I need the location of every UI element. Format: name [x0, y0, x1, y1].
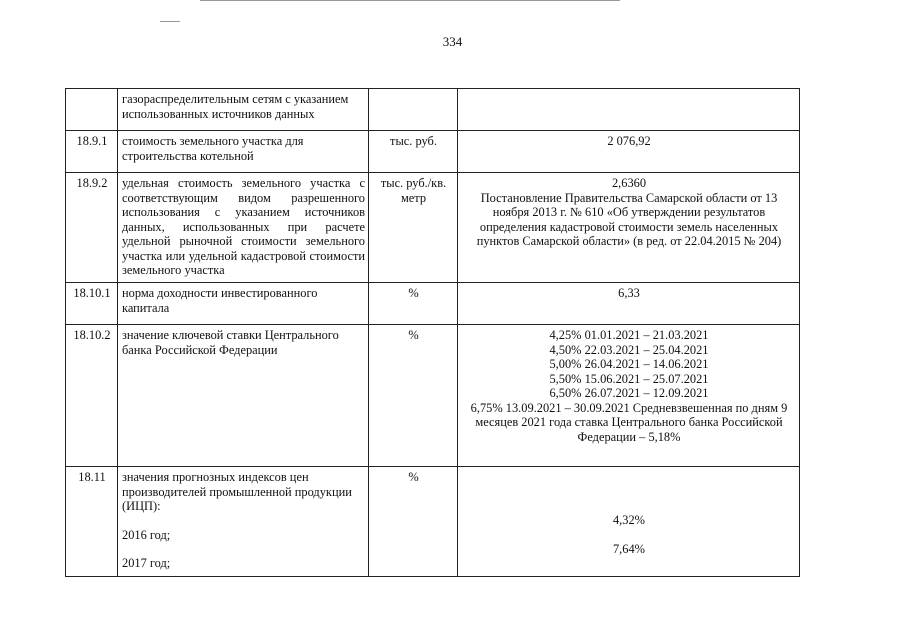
- rate-line: 6,75% 13.09.2021 – 30.09.2021 Средневзвешенная по дням 9 месяцев 2021 года ставка Центрального банка Российской Федерации – 5,18%: [470, 400, 788, 444]
- row-unit: тыс. руб.: [369, 131, 458, 173]
- value-main: 2,6360: [611, 176, 647, 190]
- page-number: 334: [442, 34, 463, 49]
- index-description: значения прогнозных индексов цен производителей промышленной продукции (ИЦП):: [122, 470, 352, 513]
- row-unit: %: [369, 467, 458, 577]
- table-row: [66, 131, 800, 173]
- value-note: Постановление Правительства Самарской области от 13 ноября 2013 г. № 610 «Об утверждении результатов определения кадастровой стоимости земель населенных пунктов Самарской области» (в ред. от 22.04.2015 № 204): [476, 190, 782, 248]
- row-unit: %: [369, 325, 458, 467]
- year-label: 2016 год;: [122, 527, 171, 542]
- row-value: 2 076,92: [458, 131, 800, 173]
- document-table: [65, 88, 800, 577]
- row-number: 18.9.2: [66, 173, 118, 283]
- scan-artifact: [200, 0, 620, 1]
- rate-line: 4,50% 22.03.2021 – 25.04.2021: [549, 342, 709, 357]
- row-value: [458, 89, 800, 131]
- table-row: [66, 325, 800, 467]
- year-value: 7,64%: [612, 541, 645, 556]
- table-row: [66, 283, 800, 325]
- row-description: значение ключевой ставки Центрального банка Российской Федерации: [118, 325, 369, 467]
- scan-artifact: [160, 21, 180, 22]
- row-number: 18.11: [66, 467, 118, 577]
- row-description: норма доходности инвестированного капитала: [118, 283, 369, 325]
- table-row: [66, 173, 800, 283]
- table-row: [66, 467, 800, 577]
- year-value: 4,32%: [612, 513, 645, 527]
- row-description: стоимость земельного участка для строительства котельной: [118, 131, 369, 173]
- row-unit: тыс. руб./кв. метр: [369, 173, 458, 283]
- row-description: удельная стоимость земельного участка с соответствующим видом разрешенного использования с указанием источников данных, использованных при расчете удельной рыночной стоимости земельного участка или удельной кадастровой стоимости земельного участка: [118, 173, 369, 283]
- row-unit: [369, 89, 458, 131]
- row-number: 18.10.2: [66, 325, 118, 467]
- row-value: 6,33: [458, 283, 800, 325]
- year-label: 2017 год;: [122, 556, 171, 570]
- rate-line: 5,00% 26.04.2021 – 14.06.2021: [549, 357, 709, 371]
- table-row: [66, 89, 800, 131]
- row-number: 18.10.1: [66, 283, 118, 325]
- row-number: [66, 89, 118, 131]
- rate-line: 6,50% 26.07.2021 – 12.09.2021: [549, 386, 709, 400]
- row-unit: %: [369, 283, 458, 325]
- rate-line: 4,25% 01.01.2021 – 21.03.2021: [549, 328, 709, 342]
- row-number: 18.9.1: [66, 131, 118, 173]
- row-value: [458, 173, 800, 283]
- row-value: [458, 467, 800, 577]
- row-description: газораспределительным сетям с указанием использованных источников данных: [118, 89, 369, 131]
- row-description: [118, 467, 369, 577]
- rate-line: 5,50% 15.06.2021 – 25.07.2021: [549, 371, 709, 386]
- row-value: [458, 325, 800, 467]
